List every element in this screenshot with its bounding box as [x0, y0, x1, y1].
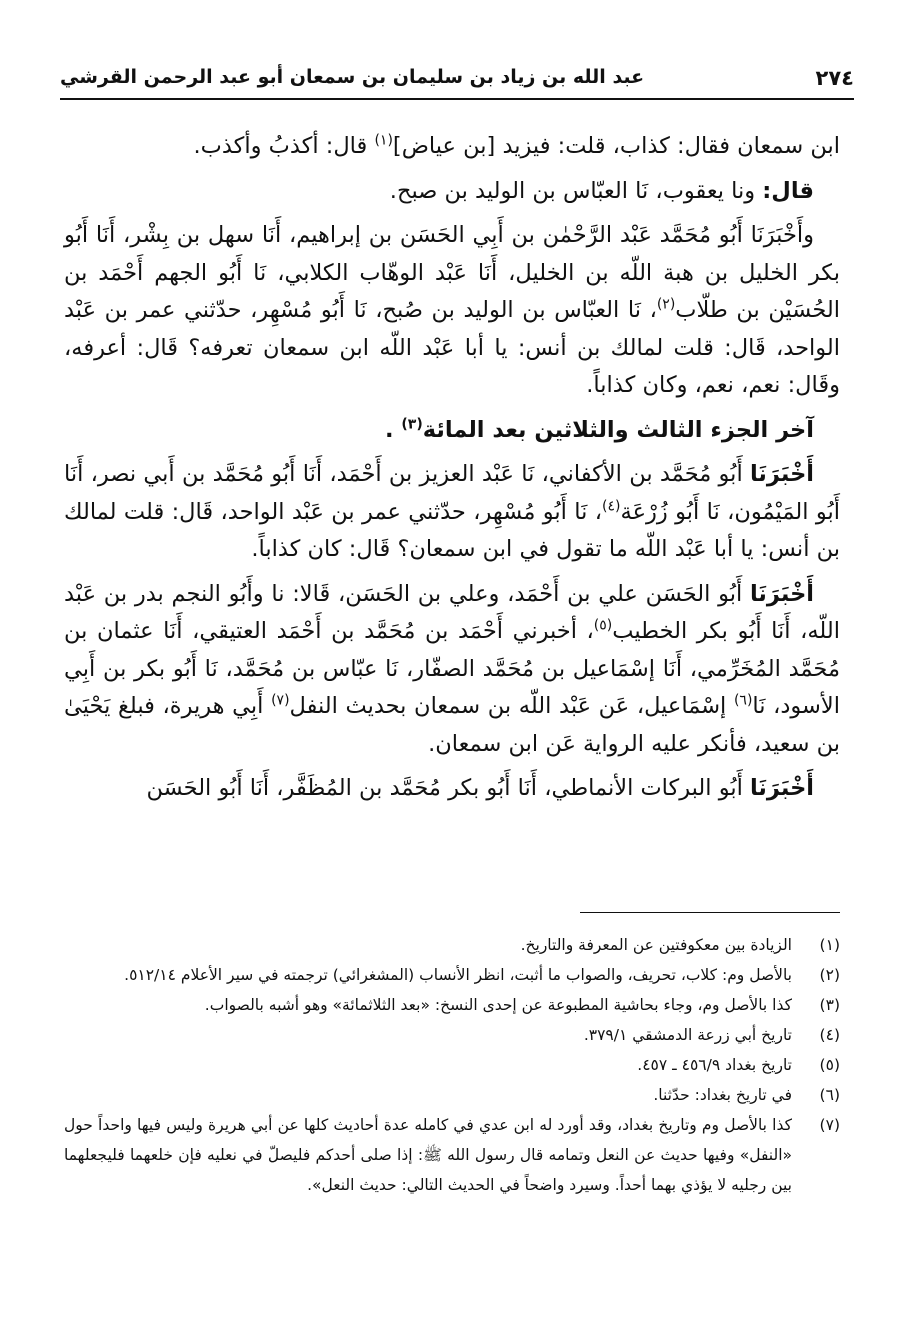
text: أَبُو مُحَمَّد بن الأكفاني، نَا عَبْد العزيز بن أَحْمَد، أَنَا أَبُو مُحَمَّد بن أَبي نصر، أَنَا أَبُو المَيْمُون، نَا أَبُو زُرْعَة	[64, 461, 840, 525]
footnote-text: كذا بالأصل وم، وجاء بحاشية المطبوعة عن إحدى النسخ: «بعد الثلاثمائة» وهو أشبه بالصواب.	[204, 996, 792, 1014]
footnote-divider	[580, 912, 840, 913]
footnote-number: (٢)	[819, 966, 840, 984]
footnote-item	[64, 1110, 840, 1200]
footnote-ref-5: (٥)	[593, 617, 613, 634]
paragraph-6	[64, 576, 840, 764]
footnote-ref-3: (٣)	[401, 416, 423, 432]
paragraph-1	[64, 128, 840, 166]
footnote-item	[64, 960, 840, 990]
text: ، نَا العبّاس بن الوليد بن صُبح، نَا أَبُو مُسْهِر، حدّثني عمر بن عَبْد الواحد، قَال: قلت لمالك بن أنس: يا أبا عَبْد اللّه ابن سمعان تعرفه؟ قَال: أعرفه، وقَال: نعم، نعم، وكان كذاباً.	[64, 297, 840, 398]
footnote-number: (١)	[819, 936, 840, 954]
text: أَبِي هريرة، فبلغ يَحْيَىٰ بن سعيد، فأنكر عليه الرواية عَن ابن سمعان.	[64, 693, 840, 757]
text: آخر الجزء الثالث والثلاثين بعد المائة	[422, 416, 814, 443]
footnote-item	[64, 930, 840, 960]
text: إسْمَاعيل، عَن عَبْد اللّه بن سمعان بحديث النفل	[289, 693, 734, 719]
paragraph-lead: أَخْبَرَنَا	[749, 461, 814, 487]
footnote-ref-7: (٧)	[271, 692, 290, 709]
footnote-item	[64, 990, 840, 1020]
footnote-ref-2: (٢)	[656, 296, 676, 313]
paragraph-7	[64, 770, 840, 808]
text: ، أخبرني أَحْمَد بن مُحَمَّد بن أَحْمَد العتيقي، أَنَا عثمان بن مُحَمَّد المُخَرِّمي، أَنَا إسْمَاعيل بن مُحَمَّد الصفّار، نَا عبّاس بن مُحَمَّد، نَا أَبُو بكر بن أَبِي الأسود، نَا	[64, 618, 840, 719]
running-title: عبد الله بن زياد بن سليمان بن سمعان أبو عبد الرحمن القرشي	[60, 66, 645, 88]
footnote-number: (٥)	[819, 1056, 840, 1074]
page-header	[60, 60, 854, 100]
text: .	[384, 416, 402, 443]
paragraph-lead: قال:	[762, 177, 814, 204]
footnote-text: الزيادة بين معكوفتين عن المعرفة والتاريخ.	[520, 936, 792, 954]
footnote-number: (٣)	[819, 996, 840, 1014]
text: ونا يعقوب، نَا العبّاس بن الوليد بن صبح.	[389, 177, 763, 204]
footnote-ref-4: (٤)	[602, 498, 621, 514]
text: قال: أكذبُ وأكذب.	[193, 133, 375, 159]
footnote-text: كذا بالأصل وم وتاريخ بغداد، وقد أورد له ابن عدي في كامله عدة أحاديث كلها عن أبي هريرة وليس فيها واحداً حول «النفل» وفيها حديث عن النعل وتمامه قال رسول الله ﷺ: إذا صلى أحدكم فليصلّ في نعليه فإن خلعهما فليجعلهما بين رجليه لا يؤذي بهما أحداً. وسيرد واضحاً في الحديث التالي: حديث النعل».	[64, 1116, 792, 1194]
text: ابن سمعان فقال: كذاب، قلت: فيزيد [بن عياض]	[392, 133, 840, 159]
paragraph-3	[64, 217, 840, 405]
text: أَبُو الحَسَن علي بن أَحْمَد، وعلي بن الحَسَن، قَالا: نا وأَبُو النجم بدر بن عَبْد اللّه، أَنَا أَبُو بكر الخطيب	[64, 580, 840, 644]
footnote-ref-6: (٦)	[733, 692, 753, 709]
text: أَبُو البركات الأنماطي، أَنَا أَبُو بكر مُحَمَّد بن المُظَفَّر، أَنَا أَبُو الحَسَن	[146, 775, 750, 801]
footnote-number: (٤)	[819, 1026, 840, 1044]
footnotes	[64, 930, 840, 1200]
footnote-text: تاريخ بغداد ٤٥٦/٩ ـ ٤٥٧.	[637, 1056, 792, 1074]
text: ، نَا أَبُو مُسْهِر، حدّثني عمر بن عَبْد الواحد، قَال: قلت لمالك بن أنس: يا أبا عَبْد اللّه ما تقول في ابن سمعان؟ قَال: كان كذاباً.	[64, 498, 840, 562]
section-end-note	[64, 412, 840, 450]
footnote-text: في تاريخ بغداد: حدّثنا.	[653, 1086, 792, 1104]
footnote-text: تاريخ أبي زرعة الدمشقي ٣٧٩/١.	[583, 1026, 792, 1044]
footnote-number: (٧)	[819, 1116, 840, 1134]
footnote-item	[64, 1080, 840, 1110]
main-text	[64, 128, 840, 815]
paragraph-lead: أَخْبَرَنَا	[749, 775, 814, 801]
page-number: ٢٧٤	[815, 66, 854, 90]
paragraph-5	[64, 456, 840, 569]
footnote-number: (٦)	[819, 1086, 840, 1104]
footnote-item	[64, 1020, 840, 1050]
text: وأَخْبَرَنَا أَبُو مُحَمَّد عَبْد الرَّحْمٰن بن أَبِي الحَسَن بن إبراهيم، أَنَا سهل بن بِشْر، أَنَا أَبُو بكر الخليل بن هبة اللّه بن الخليل، أَنَا عَبْد الوهّاب الكلابي، نَا أَبُو الجهم أَحْمَد بن الحُسَيْن بن طلّاب	[64, 222, 840, 323]
paragraph-lead: أَخْبَرَنَا	[749, 580, 814, 607]
paragraph-2	[64, 173, 840, 211]
footnote-item	[64, 1050, 840, 1080]
footnote-text: بالأصل وم: كلاب، تحريف، والصواب ما أثبت، انظر الأنساب (المشغرائي) ترجمته في سير الأعلام ٥١٢/١٤.	[124, 966, 792, 984]
footnote-ref-1: (١)	[374, 132, 393, 149]
